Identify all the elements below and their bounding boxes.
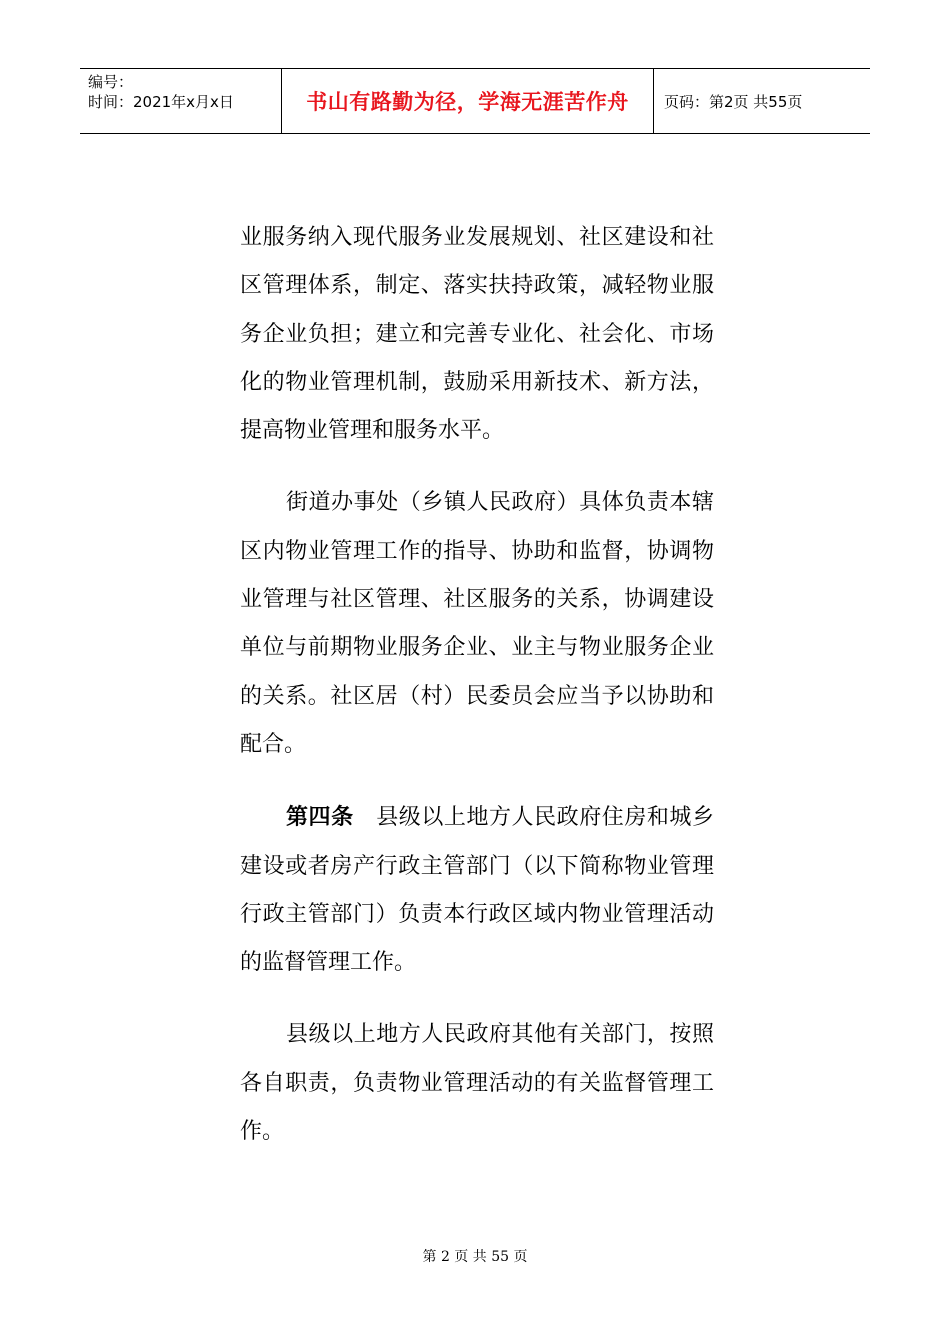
document-body (240, 214, 714, 1180)
time-label: 时间：2021年x月x日 (88, 93, 234, 111)
header-page-label: 页码：第2页 共55页 (664, 92, 803, 111)
paragraph-continuation: 业服务纳入现代服务业发展规划、社区建设和社区管理体系，制定、落实扶持政策，减轻物业服务企业负担；建立和完善专业化、社会化、市场化的物业管理机制，鼓励采用新技术、新方法，提高物业管理和服务水平。 (240, 225, 714, 444)
paragraph-other-departments: 县级以上地方人民政府其他有关部门，按照各自职责，负责物业管理活动的有关监督管理工作。 (240, 1022, 714, 1145)
article-heading: 第四条 (286, 804, 354, 831)
paragraph-street-office: 街道办事处（乡镇人民政府）具体负责本辖区内物业管理工作的指导、协助和监督，协调物业管理与社区管理、社区服务的关系，协调建设单位与前期物业服务企业、业主与物业服务企业的关系。社区居（村）民委员会应当予以协助和配合。 (240, 490, 714, 757)
header-motto: 书山有路勤为径，学海无涯苦作舟 (282, 69, 654, 133)
paragraph-article-4 (240, 793, 714, 987)
header-meta (80, 69, 282, 133)
page-header (80, 68, 870, 134)
article-text: 县级以上地方人民政府住房和城乡建设或者房产行政主管部门（以下简称物业管理行政主管部门）负责本行政区域内物业管理活动的监督管理工作。 (240, 805, 714, 976)
number-label: 编号： (88, 73, 134, 91)
page-footer: 第 2 页 共 55 页 (422, 1249, 528, 1265)
